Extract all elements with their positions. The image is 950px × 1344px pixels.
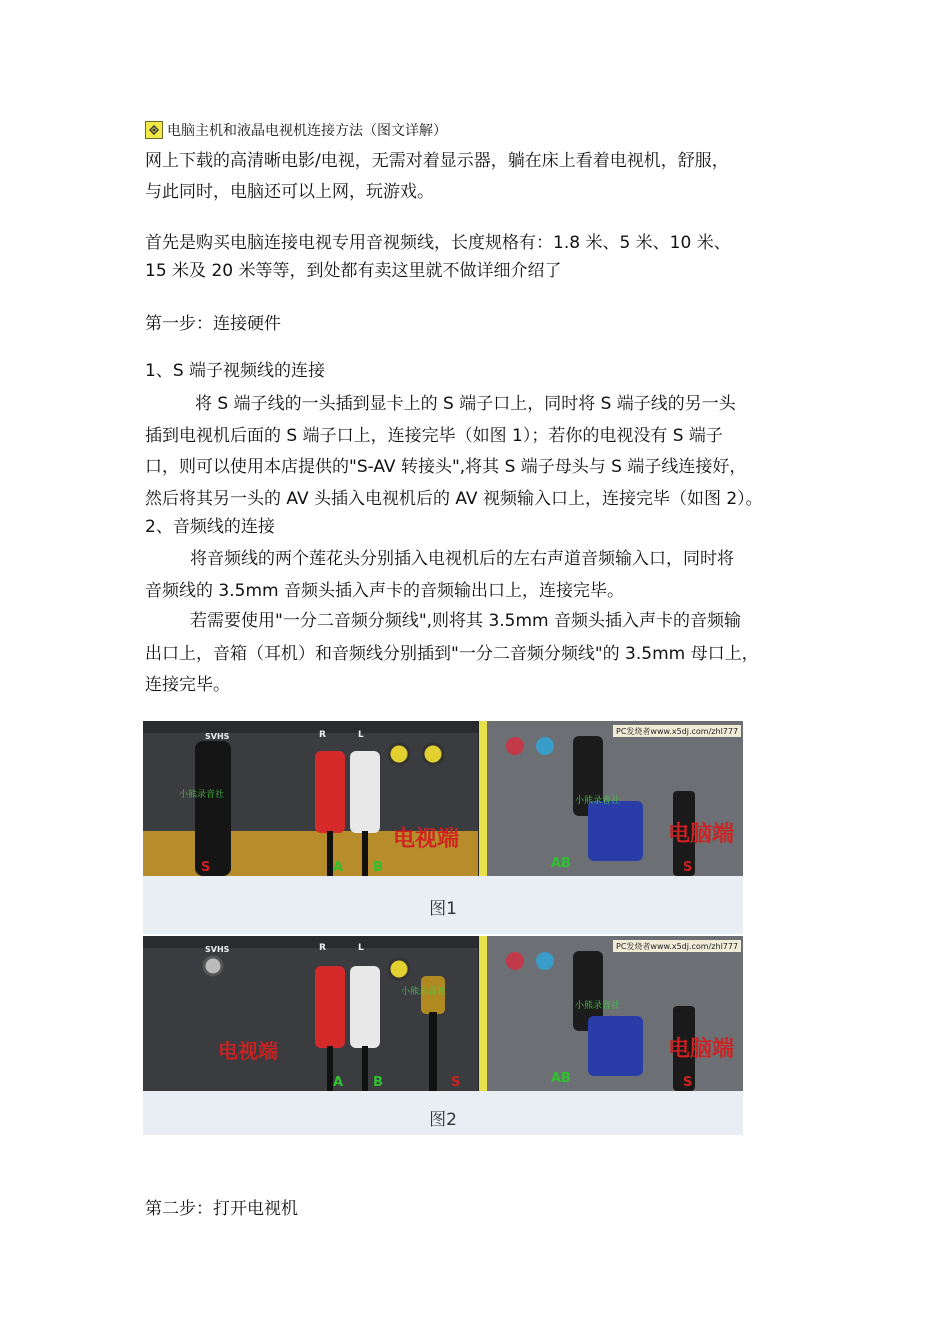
figure-1-caption: 图1	[429, 899, 457, 919]
buy-line-2: 15 米及 20 米等等，到处都有卖这里就不做详细介绍了	[145, 261, 562, 281]
audio-line-4: 出口上，音箱（耳机）和音频线分别插到"一分二音频分频线"的 3.5mm 母口上，	[145, 644, 759, 664]
s-video-line-2: 插到电视机后面的 S 端子口上，连接完毕（如图 1）；若你的电视没有 S 端子	[145, 426, 723, 446]
svg-text:L: L	[358, 943, 364, 953]
vga-plug	[588, 801, 643, 861]
svg-text:PC发烧者www.x5dj.com/zhl777: PC发烧者www.x5dj.com/zhl777	[616, 727, 739, 736]
audio-line-2: 音频线的 3.5mm 音频头插入声卡的音频输出口上，连接完毕。	[145, 581, 624, 601]
step1-heading: 第一步：连接硬件	[145, 314, 281, 334]
svg-text:S: S	[201, 860, 211, 875]
svg-text:S: S	[683, 860, 693, 875]
figure-2	[143, 936, 743, 1135]
document-title	[145, 120, 447, 140]
audio-line-3: 若需要使用"一分二音频分频线",则将其 3.5mm 音频头插入声卡的音频输	[190, 611, 742, 631]
figure-2-photo	[143, 936, 743, 1091]
figure-1-photo	[143, 721, 743, 876]
s-video-line-4: 然后将其另一头的 AV 头插入电视机后的 AV 视频输入口上，连接完毕（如图 2）。	[145, 489, 763, 509]
s-video-heading: 1、S 端子视频线的连接	[145, 361, 326, 381]
tv-end-label: 电视端	[218, 1039, 278, 1063]
svg-text:SVHS: SVHS	[205, 732, 230, 741]
buy-line-1: 首先是购买电脑连接电视专用音视频线，长度规格有：1.8 米、5 米、10 米、	[145, 233, 731, 253]
svg-text:小熊录音社: 小熊录音社	[575, 1001, 621, 1011]
svg-text:A: A	[333, 860, 344, 875]
svg-text:AB: AB	[551, 856, 571, 871]
svg-text:小熊录音社: 小熊录音社	[179, 790, 225, 800]
svg-text:AB: AB	[551, 1071, 571, 1086]
svg-text:小熊录音社: 小熊录音社	[401, 987, 447, 997]
svg-text:B: B	[373, 1075, 383, 1090]
svg-text:SVHS: SVHS	[205, 945, 230, 954]
audio-line-1: 将音频线的两个莲花头分别插入电视机后的左右声道音频输入口，同时将	[190, 549, 734, 569]
svg-text:S: S	[451, 1075, 461, 1090]
rca-red-plug	[315, 751, 345, 833]
figure-2-caption: 图2	[429, 1110, 457, 1130]
audio-line-5: 连接完毕。	[145, 675, 230, 695]
svg-text:A: A	[333, 1075, 344, 1090]
rca-white-plug	[350, 751, 380, 833]
svg-text:R: R	[319, 943, 326, 953]
pc-end-label: 电脑端	[668, 1037, 735, 1062]
intro-line-1: 网上下载的高清晰电影/电视，无需对着显示器，躺在床上看着电视机，舒服，	[145, 151, 729, 171]
svg-text:B: B	[373, 860, 383, 875]
svg-text:R: R	[319, 730, 326, 740]
intro-line-2: 与此同时，电脑还可以上网，玩游戏。	[145, 182, 434, 202]
svg-text:小熊录音社: 小熊录音社	[575, 796, 621, 806]
title-text: 电脑主机和液晶电视机连接方法（图文详解）	[167, 123, 447, 139]
document-icon	[145, 121, 163, 139]
figure-1	[143, 721, 743, 934]
s-video-line-3: 口，则可以使用本店提供的"S-AV 转接头",将其 S 端子母头与 S 端子线连接好，	[145, 457, 747, 477]
svg-text:S: S	[683, 1075, 693, 1090]
pc-end-label: 电脑端	[668, 822, 735, 847]
s-video-line-1: 将 S 端子线的一头插到显卡上的 S 端子口上，同时将 S 端子线的另一头	[195, 394, 736, 414]
svg-text:PC发烧者www.x5dj.com/zhl777: PC发烧者www.x5dj.com/zhl777	[616, 942, 739, 951]
tv-end-label: 电视端	[393, 827, 460, 852]
s-video-plug	[195, 741, 231, 876]
step2-heading: 第二步：打开电视机	[145, 1199, 298, 1219]
audio-heading: 2、音频线的连接	[145, 517, 275, 537]
svg-text:L: L	[358, 730, 364, 740]
